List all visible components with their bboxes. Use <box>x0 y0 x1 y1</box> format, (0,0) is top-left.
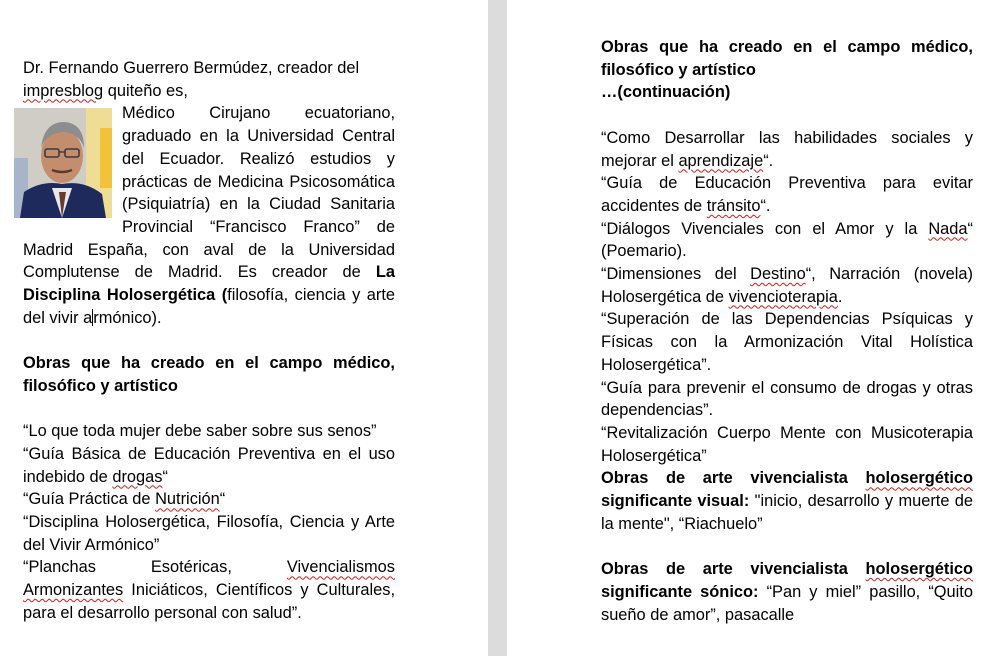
heading-text: significante sónico: <box>601 582 759 601</box>
work-item: “Superación de las Dependencias Psíquicas y Físicas con la Armonización Vital Holística Holosergética”. <box>601 310 973 374</box>
misspelled-word[interactable]: holosergético <box>865 560 973 579</box>
work-text: “Guía Básica de Educación Preventiva en el uso indebido de <box>23 444 395 486</box>
visual-art-list: "inicio, desarrollo y muerte de la mente", “Riachuelo” <box>601 492 973 533</box>
misspelled-word[interactable]: Nutrición <box>155 490 220 509</box>
work-text: “Dimensiones del <box>601 265 751 284</box>
work-item <box>601 263 973 308</box>
work-text: “, Narración (novela) Holosergética de <box>601 265 973 306</box>
work-text: “Diálogos Vivenciales con el Amor y la <box>601 219 929 238</box>
misspelled-word[interactable]: impresblog <box>23 81 104 100</box>
work-item: “Lo que toda mujer debe saber sobre sus senos” <box>23 422 377 441</box>
work-item: “Revitalización Cuerpo Mente con Musicoterapia Holosergética” <box>601 423 973 465</box>
bio-tail-2: rmónico). <box>93 308 162 327</box>
continuation-heading <box>601 36 973 104</box>
misspelled-word[interactable]: aprendizaje <box>678 151 764 170</box>
right-column-text[interactable] <box>601 36 973 626</box>
left-column-text[interactable] <box>23 57 395 625</box>
misspelled-word[interactable]: drogas <box>112 467 163 486</box>
misspelled-word[interactable]: vivencioterapia <box>728 287 838 306</box>
bio-tail-1: filosofía, ciencia y arte del vivir a <box>23 286 395 327</box>
misspelled-word[interactable]: Nada <box>928 219 968 238</box>
work-item <box>23 556 395 624</box>
work-text: “. <box>763 151 774 170</box>
intro-after-blog: quiteño es, <box>103 81 188 100</box>
work-text: “Guía Práctica de <box>23 490 156 509</box>
work-text: “Como Desarrollar las habilidades sociales y mejorar el <box>601 128 973 170</box>
work-item <box>23 488 395 511</box>
work-item: “Disciplina Holosergética, Filosofía, Ciencia y Arte del Vivir Armónico” <box>23 513 395 554</box>
work-text: “. <box>760 196 771 215</box>
intro-line <box>23 57 395 102</box>
misspelled-word[interactable]: holosergético <box>865 469 973 488</box>
work-text: “ <box>219 490 226 509</box>
work-item: “Guía para prevenir el consumo de drogas y otras dependencias”. <box>601 378 973 420</box>
work-text: . <box>837 287 843 306</box>
heading-text: Obras de arte vivencialista <box>601 560 866 579</box>
misspelled-word[interactable]: tránsito <box>706 196 761 215</box>
continuation-label: …(continuación) <box>601 83 731 102</box>
intro-first-line: Dr. Fernando Guerrero Bermúdez, creador del <box>23 59 360 77</box>
misspelled-word[interactable]: Armonizantes <box>23 581 124 600</box>
sonic-art-works <box>601 558 973 626</box>
visual-art-works <box>601 467 973 535</box>
discipline-name: La Disciplina Holosergética ( <box>23 263 395 305</box>
page-gutter <box>488 0 507 656</box>
work-item <box>23 443 395 488</box>
work-text: Iniciáticos, Científicos y Culturales, para el desarrollo personal con salud”. <box>23 581 395 622</box>
author-portrait-image <box>14 108 112 218</box>
work-item <box>601 172 973 217</box>
work-item <box>601 127 973 172</box>
bio-text: Médico Cirujano ecuatoriano, graduado en la Universidad Central del Ecuador. Realizó estudios y prácticas de Medicina Psicosomática (Psiquiatría) en la Ciudad Sanitaria Provincial “Francisco Franco” de Madrid España, con aval de la Universidad Complutense de Madrid. Es creador de <box>23 104 395 282</box>
heading-line: Obras que ha creado en el campo médico, filosófico y artístico <box>601 38 973 79</box>
document-page-left[interactable] <box>0 0 488 656</box>
work-item <box>601 218 973 263</box>
heading-text: Obras de arte vivencialista <box>601 469 866 488</box>
misspelled-word[interactable]: Vivencialismos <box>286 558 395 577</box>
author-photo <box>14 108 112 218</box>
work-text: “ (Poemario). <box>601 219 973 261</box>
sonic-art-list: “Pan y miel” pasillo, “Quito sueño de amor”, pasacalle <box>601 582 973 624</box>
work-text: “ <box>162 467 168 486</box>
misspelled-word[interactable]: Destino <box>750 265 806 284</box>
document-page-right[interactable] <box>507 0 1001 656</box>
work-text: “Guía de Educación Preventiva para evitar accidentes de <box>601 174 973 215</box>
work-text: “Planchas Esotéricas, <box>23 558 287 577</box>
heading-text: significante visual: <box>601 492 750 511</box>
works-heading: Obras que ha creado en el campo médico, filosófico y artístico <box>23 354 395 395</box>
